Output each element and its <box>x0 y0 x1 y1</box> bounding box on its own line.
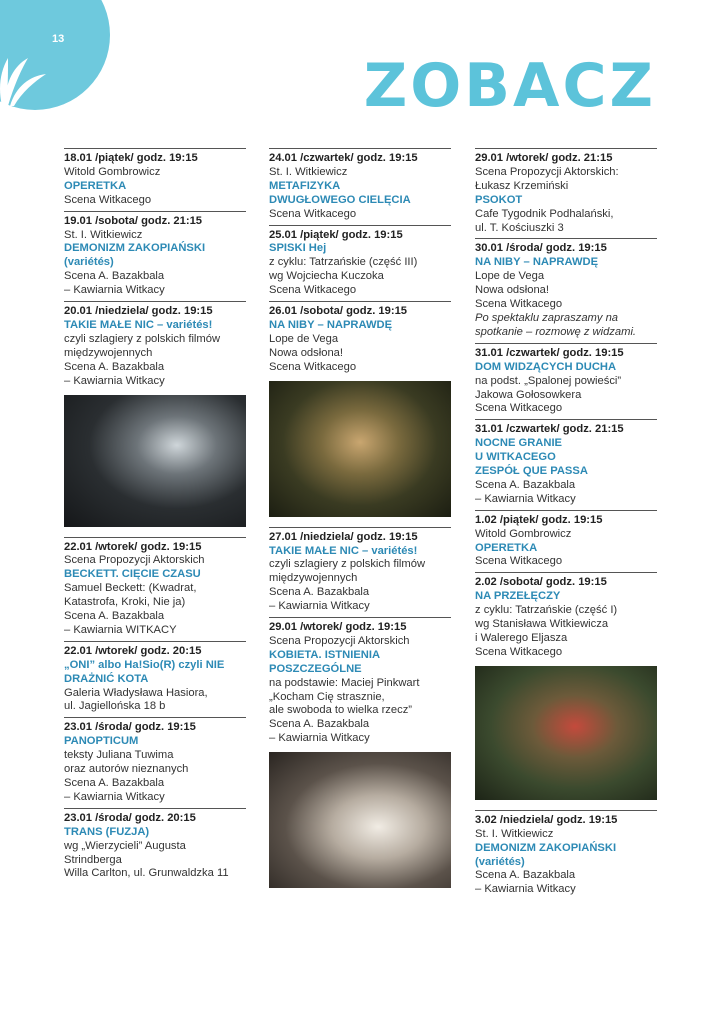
event-date: 30.01 /środa/ godz. 19:15 <box>475 242 607 255</box>
event-date: 23.01 /środa/ godz. 20:15 <box>64 811 196 824</box>
event-title: ZESPÓŁ QUE PASSA <box>475 465 588 478</box>
column-2 <box>269 148 451 898</box>
page-number: 13 <box>52 33 65 45</box>
event-detail: Scena Witkacego <box>475 645 563 658</box>
event-detail: Scena A. Bazakbala <box>475 478 576 491</box>
event-date: 31.01 /czwartek/ godz. 19:15 <box>475 346 624 359</box>
event-detail: Scena Propozycji Aktorskich <box>269 634 410 647</box>
event-entry <box>269 301 451 375</box>
event-detail: – Kawiarnia Witkacy <box>64 374 165 387</box>
event-detail: Scena Witkacego <box>269 360 357 373</box>
event-detail: Nowa odsłona! <box>475 284 550 297</box>
event-detail: Nowa odsłona! <box>269 346 344 359</box>
leaf-logo-icon <box>0 28 52 108</box>
event-entry <box>475 510 657 570</box>
event-detail: Witold Gombrowicz <box>64 165 161 178</box>
event-title: NA NIBY – NAPRAWDĘ <box>269 318 393 331</box>
event-date: 31.01 /czwartek/ godz. 21:15 <box>475 423 624 436</box>
event-detail: z cyklu: Tatrzańskie (część I) <box>475 604 618 617</box>
event-entry <box>475 572 657 659</box>
column-1 <box>64 148 246 884</box>
event-title: U WITKACEGO <box>475 451 556 464</box>
event-entry <box>64 301 246 388</box>
event-date: 25.01 /piątek/ godz. 19:15 <box>269 228 403 241</box>
event-date: 29.01 /wtorek/ godz. 21:15 <box>475 152 613 164</box>
event-detail: Scena A. Bazakbala <box>269 718 370 731</box>
event-title: DRAŻNIĆ KOTA <box>64 672 149 685</box>
event-note: Po spektaklu zapraszamy na <box>475 311 619 324</box>
event-detail: z cyklu: Tatrzańskie (część III) <box>269 256 418 269</box>
event-detail: Scena A. Bazakbala <box>269 586 370 599</box>
event-detail: Scena A. Bazakbala <box>64 270 165 283</box>
page-title: ZOBACZ <box>363 51 656 121</box>
event-title: DWUGŁOWEGO CIELĘCIA <box>269 193 411 206</box>
event-entry <box>475 343 657 417</box>
event-detail: Scena A. Bazakbala <box>64 360 165 373</box>
event-detail: ul. T. Kościuszki 3 <box>475 221 564 234</box>
event-entry <box>64 808 246 882</box>
event-detail: – Kawiarnia Witkacy <box>475 883 576 896</box>
event-title: PSOKOT <box>475 193 523 206</box>
event-date: 20.01 /niedziela/ godz. 19:15 <box>64 305 213 318</box>
event-title: NA NIBY – NAPRAWDĘ <box>475 256 599 269</box>
event-detail: ale swoboda to wielka rzecz” <box>269 704 413 717</box>
event-title: (variétés) <box>475 855 525 868</box>
event-detail: czyli szlagiery z polskich filmów <box>269 558 426 571</box>
event-date: 24.01 /czwartek/ godz. 19:15 <box>269 152 418 164</box>
event-date: 2.02 /sobota/ godz. 19:15 <box>475 576 607 589</box>
photo-na-przeleczy-actors <box>475 666 657 800</box>
event-detail: Scena Witkacego <box>475 555 563 568</box>
event-detail: Jakowa Gołosowkera <box>475 388 582 401</box>
event-detail: Scena A. Bazakbala <box>475 869 576 882</box>
event-detail: Scena Witkacego <box>64 193 152 206</box>
event-date: 1.02 /piątek/ godz. 19:15 <box>475 513 603 526</box>
event-title: DEMONIZM ZAKOPIAŃSKI <box>64 242 206 255</box>
event-entry <box>64 717 246 804</box>
event-detail: Samuel Beckett: (Kwadrat, <box>64 582 197 595</box>
event-title: METAFIZYKA <box>269 179 341 192</box>
event-title: TAKIE MAŁE NIC – variétés! <box>64 318 213 331</box>
event-title: TAKIE MAŁE NIC – variétés! <box>269 544 418 557</box>
event-entry <box>64 537 246 638</box>
event-detail: Scena Witkacego <box>475 298 563 311</box>
event-date: 26.01 /sobota/ godz. 19:15 <box>269 305 408 318</box>
event-title: (variétés) <box>64 256 114 269</box>
event-note: spotkanie – rozmowę z widzami. <box>475 325 637 338</box>
event-entry <box>64 148 246 208</box>
event-detail: Galeria Władysława Hasiora, <box>64 686 208 699</box>
event-detail: Strindberga <box>64 853 122 866</box>
event-detail: – Kawiarnia Witkacy <box>64 284 165 297</box>
event-detail: Scena A. Bazakbala <box>64 610 165 623</box>
photo-cabaret-stage <box>64 395 246 527</box>
event-detail: Katastrofa, Kroki, Nie ja) <box>64 596 186 609</box>
event-title: OPERETKA <box>475 541 538 554</box>
event-entry <box>475 810 657 897</box>
event-title: OPERETKA <box>64 179 127 192</box>
event-entry <box>269 617 451 746</box>
event-detail: – Kawiarnia Witkacy <box>64 790 165 803</box>
event-detail: ul. Jagiellońska 18 b <box>64 700 166 713</box>
event-detail: Scena Witkacego <box>269 207 357 220</box>
event-title: NA PRZEŁĘCZY <box>475 590 561 603</box>
event-detail: wg „Wierzycieli” Augusta <box>64 839 186 852</box>
event-detail: Lope de Vega <box>475 270 545 283</box>
event-detail: wg Wojciecha Kuczoka <box>269 270 384 283</box>
event-detail: i Walerego Eljasza <box>475 632 568 644</box>
event-detail: – Kawiarnia Witkacy <box>475 492 576 505</box>
event-title: BECKETT. CIĘCIE CZASU <box>64 568 201 581</box>
event-detail: Witold Gombrowicz <box>475 527 572 540</box>
event-detail: czyli szlagiery z polskich filmów <box>64 332 221 345</box>
event-detail: Lope de Vega <box>269 332 339 345</box>
event-title: TRANS (FUZJA) <box>64 825 150 838</box>
event-detail: St. I. Witkiewicz <box>475 827 554 840</box>
event-title: SPISKI Hej <box>269 242 327 255</box>
event-detail: międzywojennych <box>64 346 153 359</box>
photo-na-niby-actress <box>269 381 451 517</box>
event-detail: „Kocham Cię strasznie, <box>269 690 385 703</box>
event-detail: Łukasz Krzemiński <box>475 179 569 192</box>
event-entry <box>64 641 246 715</box>
event-detail: międzywojennych <box>269 572 358 585</box>
event-detail: wg Stanisława Witkiewicza <box>475 618 609 631</box>
event-detail: Scena Witkacego <box>269 284 357 297</box>
event-detail: Cafe Tygodnik Podhalański, <box>475 207 614 220</box>
event-title: PANOPTICUM <box>64 735 139 748</box>
event-entry <box>269 527 451 614</box>
event-detail: Scena Witkacego <box>475 402 563 415</box>
event-date: 23.01 /środa/ godz. 19:15 <box>64 721 196 734</box>
event-title: NOCNE GRANIE <box>475 437 563 450</box>
event-title: DEMONIZM ZAKOPIAŃSKI <box>475 841 617 854</box>
event-entry <box>475 238 657 339</box>
event-detail: Scena A. Bazakbala <box>64 777 165 789</box>
event-detail: – Kawiarnia Witkacy <box>269 732 370 745</box>
photo-kobieta-bride <box>269 752 451 888</box>
event-entry <box>475 419 657 506</box>
column-3 <box>475 148 657 900</box>
event-date: 22.01 /wtorek/ godz. 20:15 <box>64 644 202 657</box>
event-title: „ONI” albo Ha!Sio(R) czyli NIE <box>64 658 225 671</box>
event-date: 27.01 /niedziela/ godz. 19:15 <box>269 530 418 543</box>
event-detail: Willa Carlton, ul. Grunwaldzka 11 <box>64 867 229 880</box>
event-entry <box>475 148 657 235</box>
event-title: DOM WIDZĄCYCH DUCHA <box>475 360 617 373</box>
event-title: POSZCZEGÓLNE <box>269 662 362 675</box>
event-title: KOBIETA. ISTNIENIA <box>269 648 381 661</box>
event-detail: na podst. „Spalonej powieści” <box>475 374 622 387</box>
event-entry <box>64 211 246 298</box>
event-detail: na podstawie: Maciej Pinkwart <box>269 676 420 689</box>
event-entry <box>269 225 451 299</box>
event-detail: Scena Propozycji Aktorskich <box>64 554 205 567</box>
event-detail: oraz autorów nieznanych <box>64 763 189 776</box>
event-detail: teksty Juliana Tuwima <box>64 749 174 762</box>
event-detail: St. I. Witkiewicz <box>64 228 143 241</box>
event-date: 19.01 /sobota/ godz. 21:15 <box>64 214 203 227</box>
event-date: 18.01 /piątek/ godz. 19:15 <box>64 152 198 164</box>
event-date: 3.02 /niedziela/ godz. 19:15 <box>475 813 618 826</box>
event-detail: Scena Propozycji Aktorskich: <box>475 165 619 178</box>
event-date: 22.01 /wtorek/ godz. 19:15 <box>64 540 202 553</box>
event-detail: St. I. Witkiewicz <box>269 165 348 178</box>
event-date: 29.01 /wtorek/ godz. 19:15 <box>269 621 407 634</box>
event-detail: – Kawiarnia WITKACY <box>64 623 177 636</box>
event-detail: – Kawiarnia Witkacy <box>269 600 370 613</box>
event-entry <box>269 148 451 222</box>
